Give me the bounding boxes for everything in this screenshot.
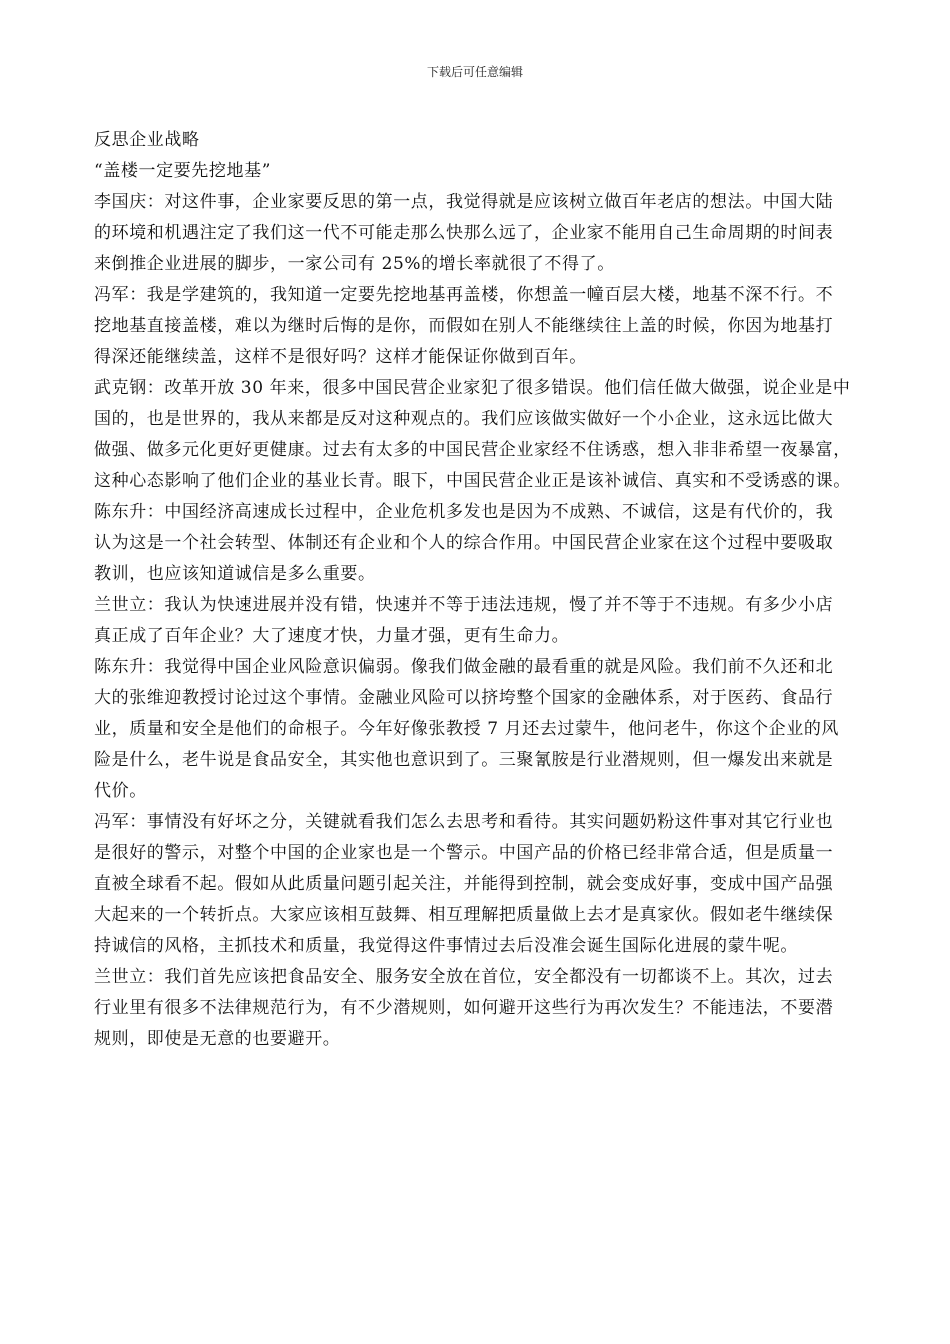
paragraph [94, 962, 880, 1055]
paragraph-line: 教训，也应该知道诚信是多么重要。 [94, 564, 376, 584]
paragraph-line: 陈东升：中国经济高速成长过程中，企业危机多发也是因为不成熟、不诚信，这是有代价的，我 [94, 502, 834, 522]
paragraph-line: 代价。 [94, 781, 147, 801]
paragraph [94, 590, 880, 652]
paragraph-line: 挖地基直接盖楼，难以为继时后悔的是你，而假如在别人不能继续往上盖的时候，你因为地基打 [94, 316, 834, 336]
paragraph-list [94, 187, 880, 1055]
paragraph-line: 行业里有很多不法律规范行为，有不少潜规则，如何避开这些行为再次发生？不能违法，不要潜 [94, 998, 834, 1018]
paragraph [94, 280, 880, 373]
paragraph-line: 的环境和机遇注定了我们这一代不可能走那么快那么远了，企业家不能用自己生命周期的时间表 [94, 223, 834, 243]
paragraph-line: 陈东升：我觉得中国企业风险意识偏弱。像我们做金融的最看重的就是风险。我们前不久还和北 [94, 657, 834, 677]
paragraph-line: 做强、做多元化更好更健康。过去有太多的中国民营企业家经不住诱惑，想入非非希望一夜暴富， [94, 440, 851, 460]
paragraph-line: 兰世立：我认为快速进展并没有错，快速并不等于违法违规，慢了并不等于不违规。有多少小店 [94, 595, 834, 615]
paragraph [94, 652, 880, 807]
paragraph-line: 国的，也是世界的，我从来都是反对这种观点的。我们应该做实做好一个小企业，这永远比做大 [94, 409, 834, 429]
paragraph-line: 认为这是一个社会转型、体制还有企业和个人的综合作用。中国民营企业家在这个过程中要吸取 [94, 533, 834, 553]
paragraph-line: 大的张维迎教授讨论过这个事情。金融业风险可以挤垮整个国家的金融体系，对于医药、食品行 [94, 688, 834, 708]
paragraph-line: 兰世立：我们首先应该把食品安全、服务安全放在首位，安全都没有一切都谈不上。其次，过去 [94, 967, 834, 987]
paragraph-line: 大起来的一个转折点。大家应该相互鼓舞、相互理解把质量做上去才是真家伙。假如老牛继续保 [94, 905, 834, 925]
paragraph-line: 这种心态影响了他们企业的基业长青。眼下，中国民营企业正是该补诚信、真实和不受诱惑的课。 [94, 471, 851, 491]
paragraph-line: 直被全球看不起。假如从此质量问题引起关注，并能得到控制，就会变成好事，变成中国产品强 [94, 874, 834, 894]
paragraph-line: 得深还能继续盖，这样不是很好吗？这样才能保证你做到百年。 [94, 347, 587, 367]
document-title: 反思企业战略 [94, 130, 200, 150]
document-subtitle: “盖楼一定要先挖地基” [94, 161, 271, 181]
page-header-note: 下载后可任意编辑 [426, 65, 523, 79]
paragraph-line: 李国庆：对这件事，企业家要反思的第一点，我觉得就是应该树立做百年老店的想法。中国大陆 [94, 192, 834, 212]
document-body [94, 125, 880, 1055]
paragraph [94, 497, 880, 590]
paragraph-line: 武克钢：改革开放 30 年来，很多中国民营企业家犯了很多错误。他们信任做大做强，说企业是中 [94, 378, 851, 398]
paragraph-line: 业，质量和安全是他们的命根子。今年好像张教授 7 月还去过蒙牛，他问老牛，你这个企业的风 [94, 719, 840, 739]
paragraph-line: 来倒推企业进展的脚步，一家公司有 25%的增长率就很了不得了。 [94, 254, 615, 274]
paragraph-line: 持诚信的风格，主抓技术和质量，我觉得这件事情过去后没准会诞生国际化进展的蒙牛呢。 [94, 936, 798, 956]
paragraph-line: 规则，即使是无意的也要避开。 [94, 1029, 341, 1049]
paragraph [94, 187, 880, 280]
paragraph [94, 373, 880, 497]
paragraph-line: 真正成了百年企业？大了速度才快，力量才强，更有生命力。 [94, 626, 570, 646]
paragraph-line: 冯军：我是学建筑的，我知道一定要先挖地基再盖楼，你想盖一幢百层大楼，地基不深不行。不 [94, 285, 834, 305]
paragraph-line: 冯军：事情没有好坏之分，关键就看我们怎么去思考和看待。其实问题奶粉这件事对其它行业也 [94, 812, 834, 832]
paragraph [94, 807, 880, 962]
paragraph-line: 险是什么，老牛说是食品安全，其实他也意识到了。三聚氰胺是行业潜规则，但一爆发出来就是 [94, 750, 834, 770]
paragraph-line: 是很好的警示，对整个中国的企业家也是一个警示。中国产品的价格已经非常合适，但是质量一 [94, 843, 834, 863]
